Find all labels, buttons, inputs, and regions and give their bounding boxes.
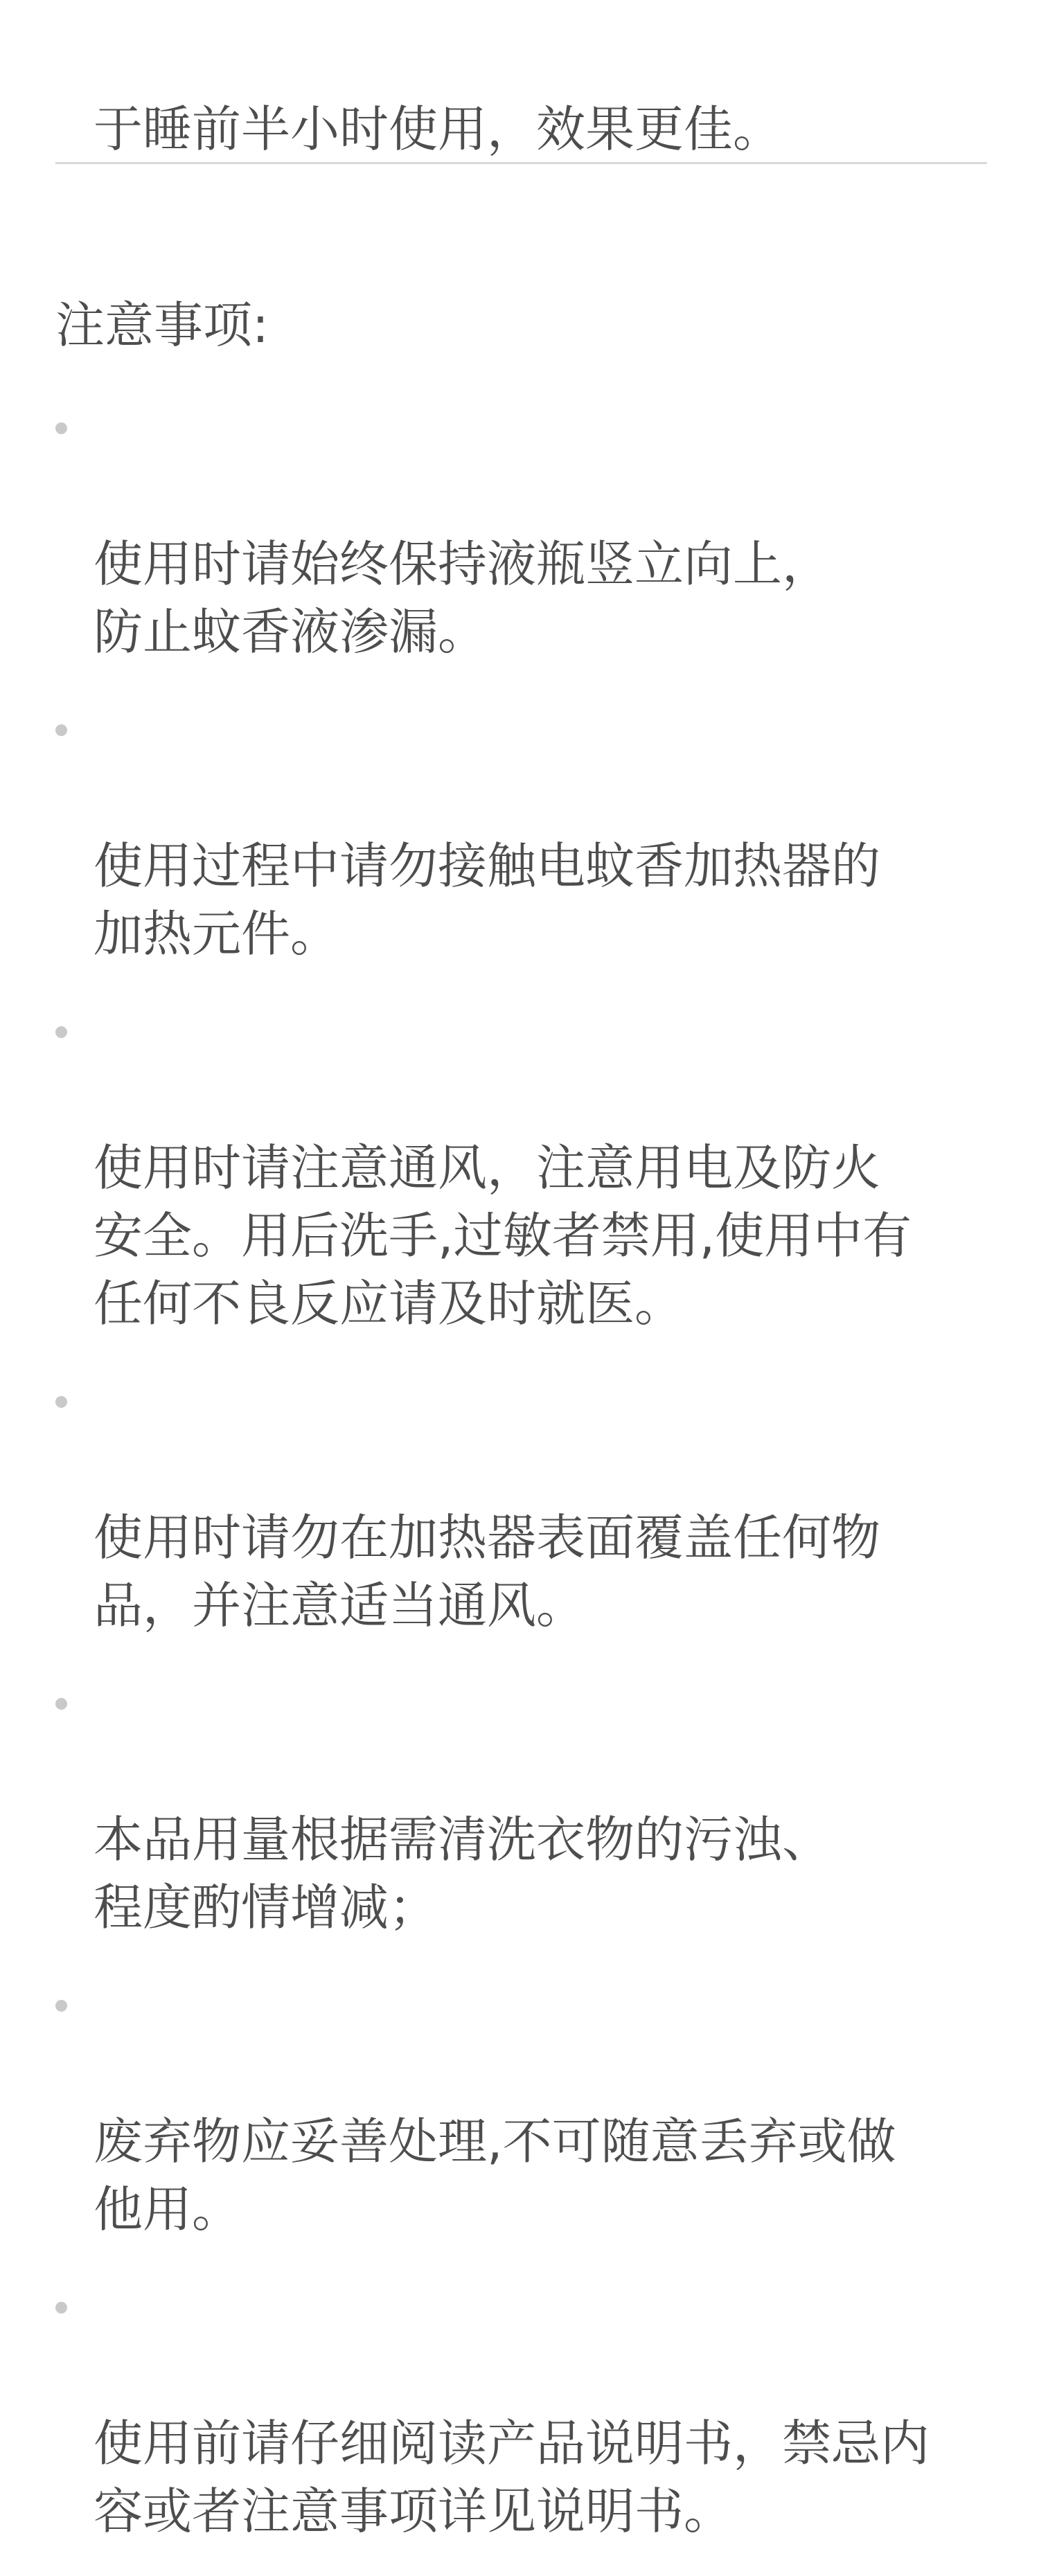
list-item-text: 本品用量根据需清洗衣物的污浊、 程度酌情增减；: [94, 1811, 832, 1936]
bullet-dot: [55, 2000, 67, 2012]
list-item-text: 废弃物应妥善处理,不可随意丢弃或做 他用。: [94, 2113, 896, 2238]
list-item-text: 使用时请勿在加热器表面覆盖任何物 品，并注意适当通风。: [94, 1509, 881, 1634]
list-item-text: 使用前请仔细阅读产品说明书，禁忌内 容或者注意事项详见说明书。: [94, 2415, 930, 2540]
list-item-text: 使用过程中请勿接触电蚊香加热器的 加热元件。: [94, 837, 881, 963]
bullet-dot: [55, 724, 67, 736]
list-item: [0, 697, 1039, 968]
list-item: [0, 999, 1039, 1338]
bullet-dot: [55, 1026, 67, 1038]
bullet-dot: [55, 1698, 67, 1710]
list-item: [0, 2274, 1039, 2546]
notice-list: [0, 395, 1039, 2576]
bullet-dot: [55, 422, 67, 434]
list-item: [0, 1670, 1039, 1942]
section-divider: [55, 162, 987, 164]
bullet-dot: [55, 1396, 67, 1408]
list-item-text: 使用时请注意通风，注意用电及防火 安全。用后洗手,过敏者禁用,使用中有 任何不良反应请及时就医。: [94, 1139, 912, 1332]
list-item: [0, 1972, 1039, 2244]
list-item-text: 使用时请始终保持液瓶竖立向上， 防止蚊香液渗漏。: [94, 535, 832, 661]
list-item: [0, 0, 1039, 163]
previous-section-tail: [0, 0, 1039, 163]
list-item: [0, 395, 1039, 666]
list-item-text: 于睡前半小时使用，效果更佳。: [94, 100, 783, 158]
list-item: [0, 1368, 1039, 1640]
bullet-dot: [55, 2302, 67, 2314]
section-title: 注意事项:: [55, 296, 269, 354]
